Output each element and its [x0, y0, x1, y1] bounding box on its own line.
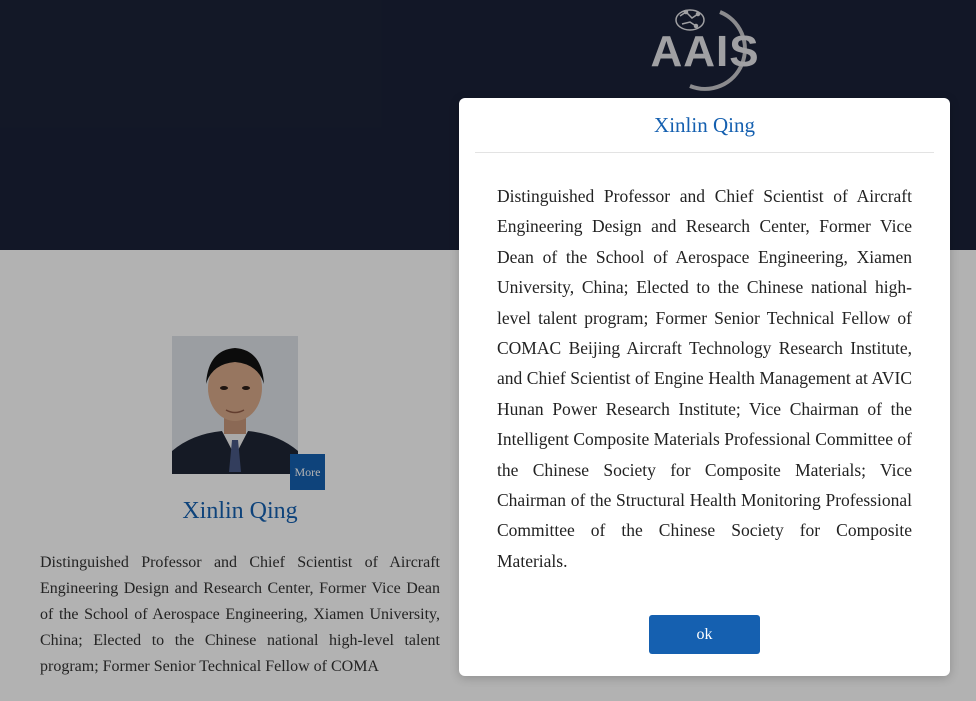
- logo-text: AAIS: [650, 27, 760, 76]
- bio-modal: [459, 98, 950, 676]
- modal-body: Distinguished Professor and Chief Scientist of Aircraft Engineering Design and Research Center, Former Vice Dean of the School of Aerospace Engineering, Xiamen University, China; Elected to the Chinese national high-level talent program; Former Senior Technical Fellow of COMAC Beijing Aircraft Technology Research Institute, and Chief Scientist of Engine Health Management at AVIC Hunan Power Research Institute; Vice Chairman of the Intelligent Composite Materials Professional Committee of the Chinese Society for Composite Materials; Vice Chairman of the Structural Health Monitoring Professional Committee of the Chinese Society for Composite Materials.: [497, 186, 912, 571]
- profile-bio: Distinguished Professor and Chief Scientist of Aircraft Engineering Design and Research Center, Former Vice Dean of the School of Aerospace Engineering, Xiamen University, China; Elected to the Chinese national high-level talent program; Former Senior Technical Fellow of COMA: [40, 554, 440, 675]
- more-button[interactable]: More: [290, 454, 325, 490]
- profile-name[interactable]: Xinlin Qing: [182, 498, 298, 524]
- ok-button[interactable]: ok: [649, 615, 760, 654]
- modal-divider: [475, 152, 934, 153]
- modal-title: Xinlin Qing: [654, 113, 755, 137]
